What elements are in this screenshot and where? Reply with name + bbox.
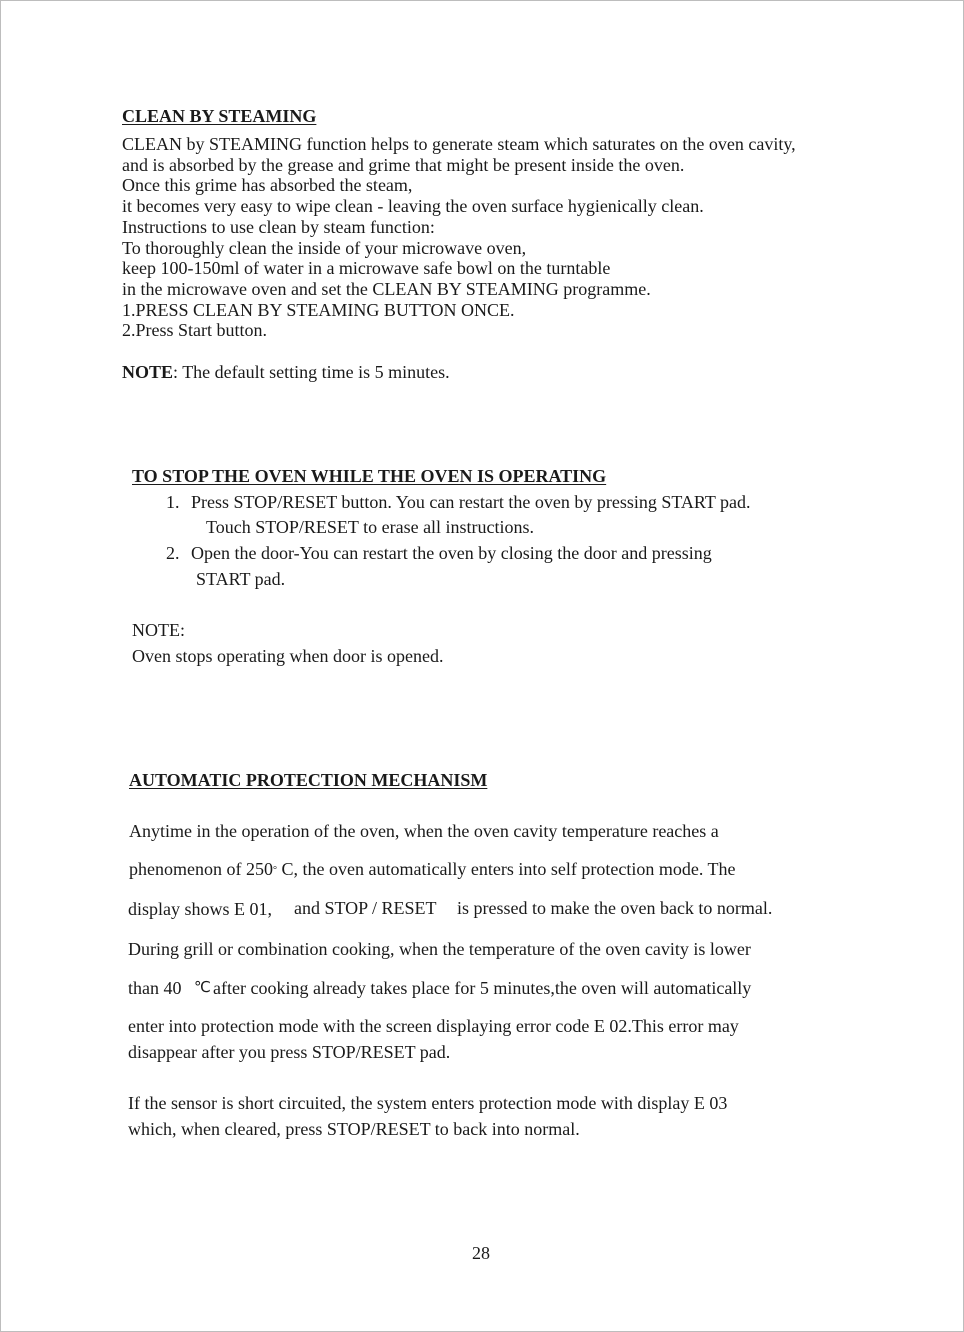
stop-item-1-continuation: Touch STOP/RESET to erase all instructions.: [206, 517, 535, 537]
protection-line-7: disappear after you press STOP/RESET pad.: [128, 1042, 451, 1062]
clean-by-steaming-heading: CLEAN BY STEAMING: [122, 106, 317, 126]
protection-line-4: During grill or combination cooking, when the temperature of the oven cavity is lower: [128, 939, 751, 959]
stop-item-2-continuation: START pad.: [196, 569, 286, 589]
protection-line-3-part-c: is pressed to make the oven back to normal.: [457, 898, 773, 918]
stop-item-2-number: 2.: [166, 543, 180, 563]
protection-line-2-part-b: C, the oven automatically enters into self protection mode. The: [276, 859, 736, 879]
stop-item-2-text: Open the door-You can restart the oven by closing the door and pressing: [191, 543, 712, 563]
stop-note-label: NOTE:: [132, 620, 185, 640]
stop-oven-heading: TO STOP THE OVEN WHILE THE OVEN IS OPERATING: [132, 466, 607, 486]
protection-line-2: [129, 859, 736, 880]
body-line: 1.PRESS CLEAN BY STEAMING BUTTON ONCE.: [122, 299, 515, 320]
degree-symbol: °: [272, 865, 277, 876]
clean-by-steaming-note: [122, 362, 450, 383]
body-line: keep 100-150ml of water in a microwave safe bowl on the turntable: [122, 258, 611, 279]
celsius-symbol: ℃: [194, 978, 211, 996]
protection-line-3-part-b: and STOP / RESET: [294, 898, 437, 918]
protection-line-3-part-a: display shows E 01,: [128, 899, 272, 919]
stop-note-text: Oven stops operating when door is opened.: [132, 646, 444, 666]
body-line: 2.Press Start button.: [122, 320, 268, 341]
body-line: To thoroughly clean the inside of your microwave oven,: [122, 237, 527, 258]
body-line: Instructions to use clean by steam function:: [122, 216, 435, 237]
body-line: and is absorbed by the grease and grime that might be present inside the oven.: [122, 154, 685, 175]
protection-line-8: If the sensor is short circuited, the system enters protection mode with display E 03: [128, 1093, 728, 1113]
stop-item-1-number: 1.: [166, 492, 180, 512]
note-text: : The default setting time is 5 minutes.: [173, 362, 450, 382]
protection-line-5-part-b: after cooking already takes place for 5 minutes,the oven will automatically: [213, 978, 752, 998]
body-line: in the microwave oven and set the CLEAN BY STEAMING programme.: [122, 278, 651, 299]
note-label: NOTE: [122, 362, 174, 382]
protection-line-1: Anytime in the operation of the oven, when the oven cavity temperature reaches a: [129, 821, 719, 841]
body-line: CLEAN by STEAMING function helps to generate steam which saturates on the oven cavity,: [122, 134, 796, 154]
body-line: Once this grime has absorbed the steam,: [122, 175, 413, 196]
protection-line-2-part-a: phenomenon of 250: [129, 859, 273, 879]
body-line: it becomes very easy to wipe clean - leaving the oven surface hygienically clean.: [122, 196, 704, 217]
protection-line-9: which, when cleared, press STOP/RESET to back into normal.: [128, 1119, 580, 1139]
clean-by-steaming-body: [122, 134, 796, 341]
protection-heading: AUTOMATIC PROTECTION MECHANISM: [129, 770, 488, 790]
page-number: 28: [472, 1243, 490, 1263]
protection-line-6: enter into protection mode with the screen displaying error code E 02.This error may: [128, 1016, 739, 1036]
stop-item-1-text: Press STOP/RESET button. You can restart the oven by pressing START pad.: [191, 492, 751, 512]
protection-line-5-part-a: than 40: [128, 978, 182, 998]
